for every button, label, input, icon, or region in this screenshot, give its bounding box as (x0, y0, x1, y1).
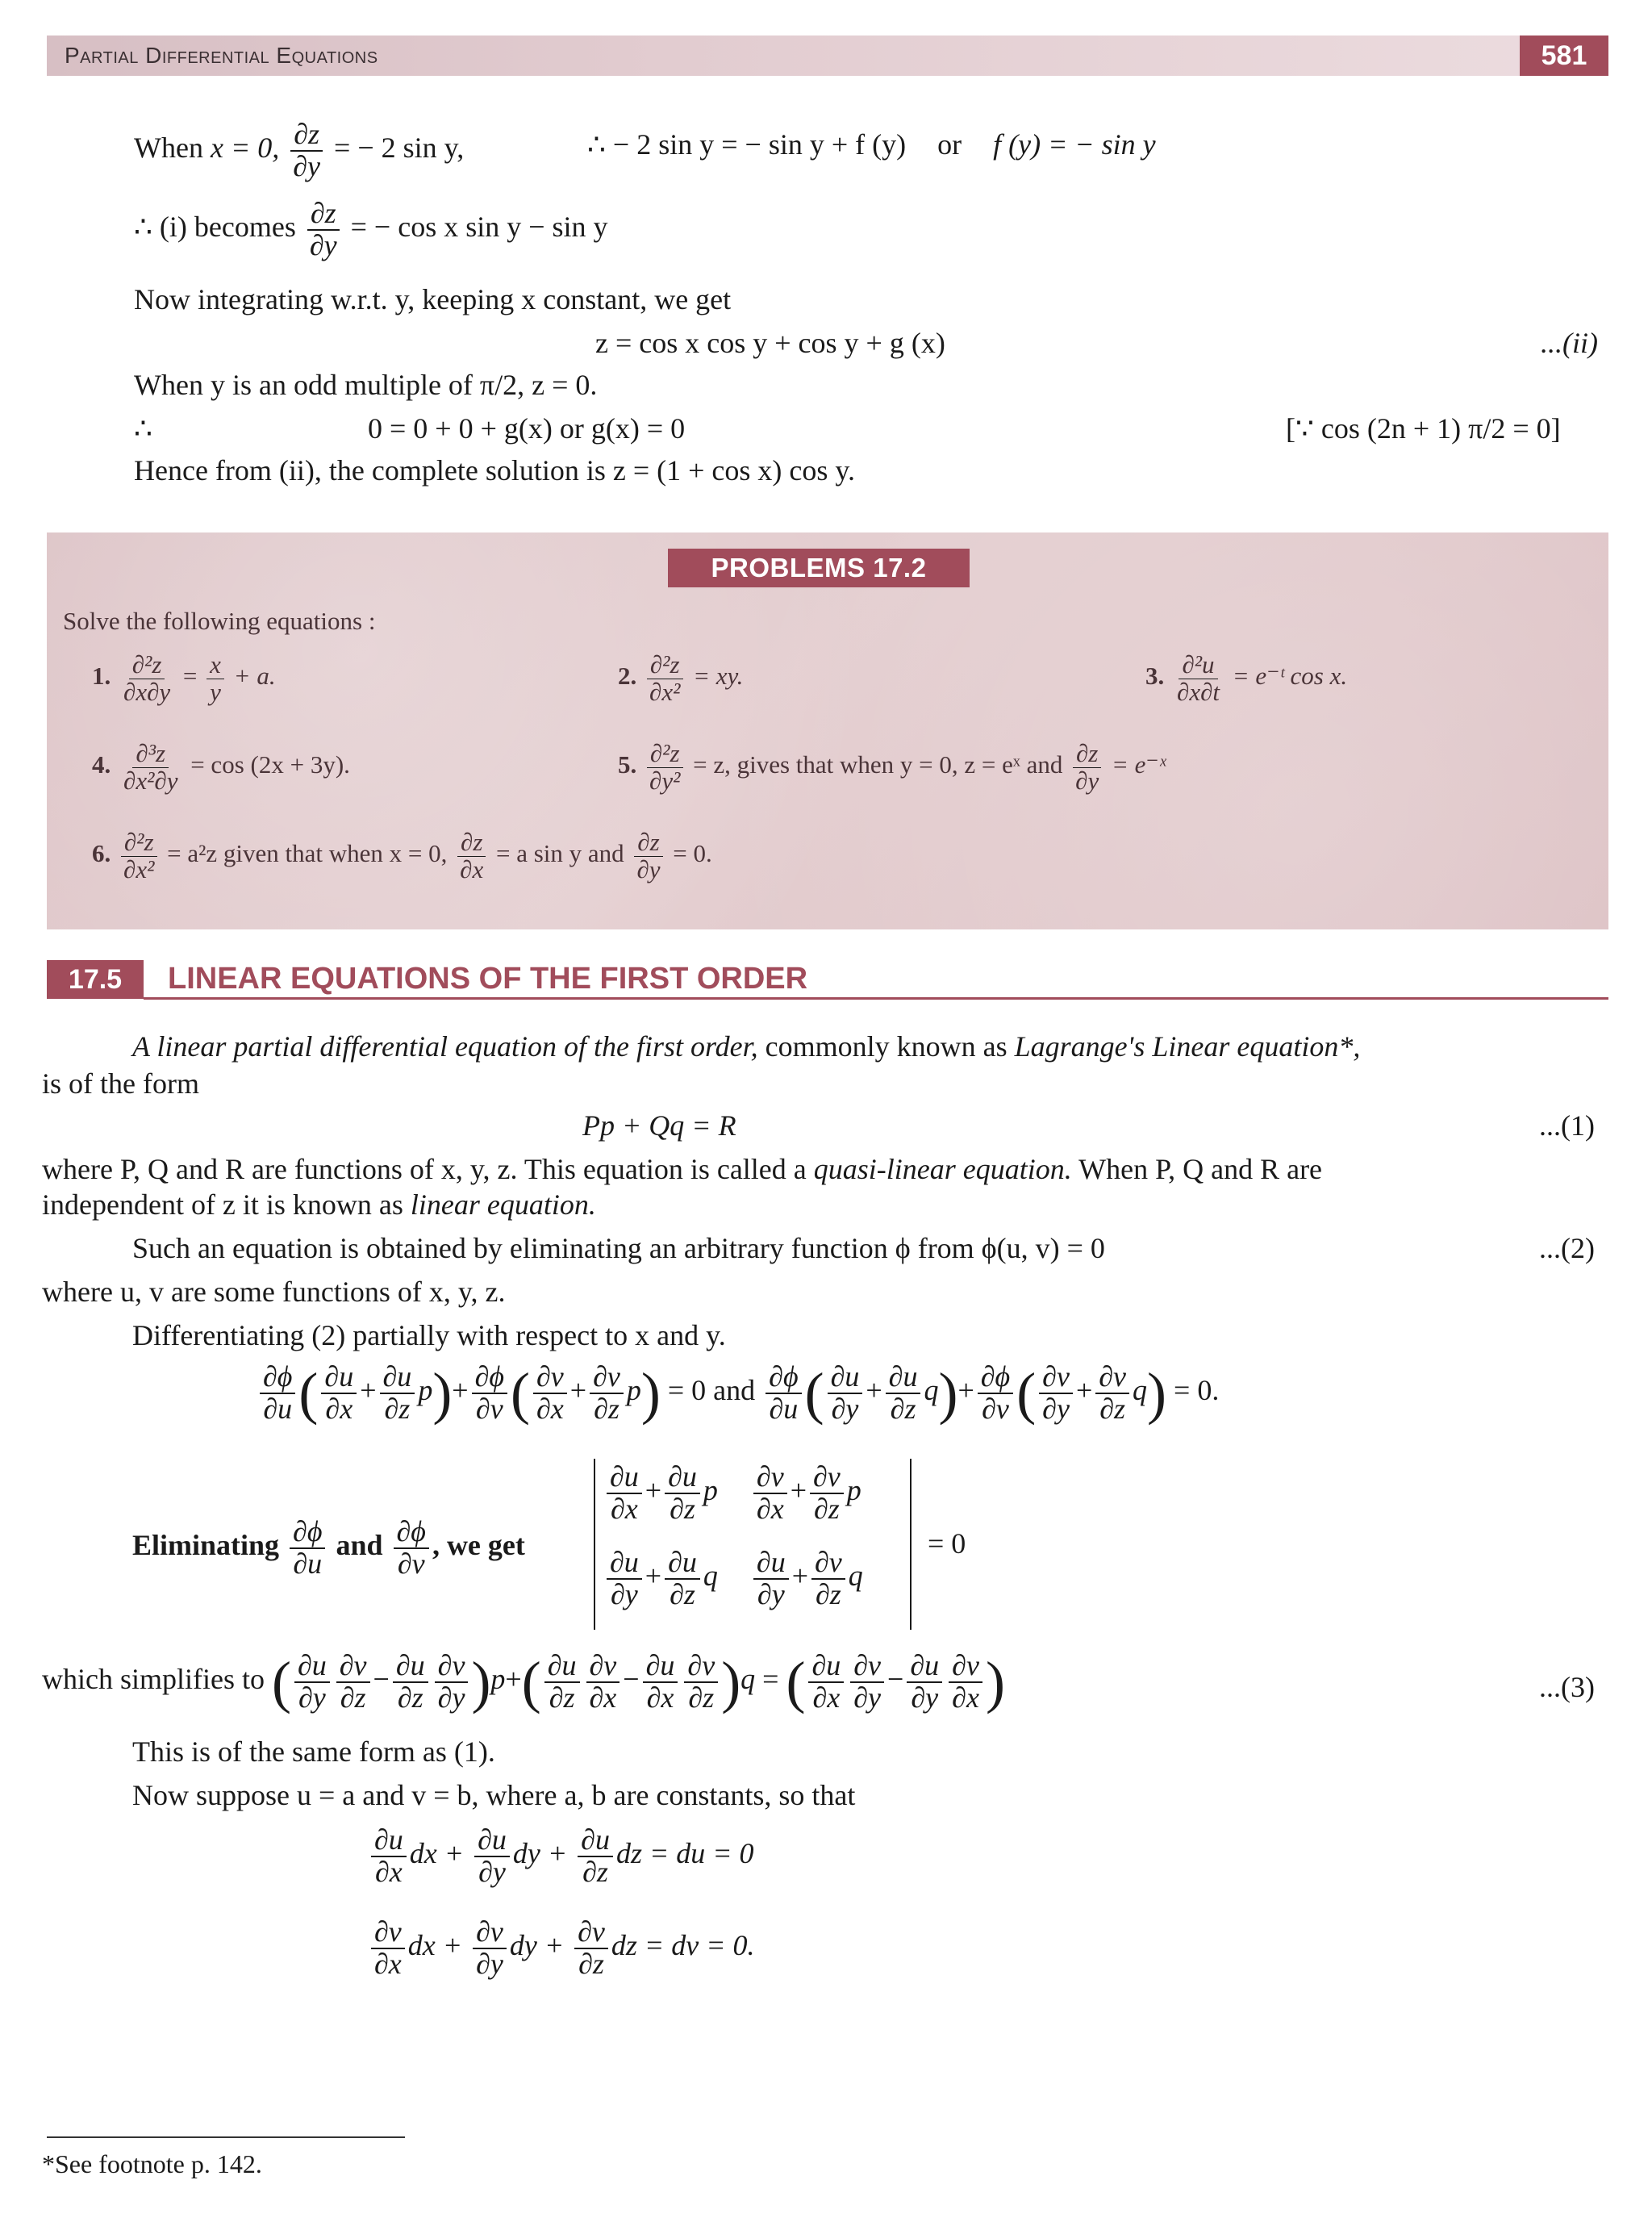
problems-intro: Solve the following equations : (63, 607, 376, 635)
para-1-line-2: is of the form (42, 1067, 199, 1100)
para-6: This is of the same form as (1). (132, 1735, 495, 1768)
problem-3: 3. $\frac{\text{∂²u}}{\partial x\partial t}$ = e⁻ᵗ cos x. (1145, 650, 1348, 706)
eq-du: $\frac{\partial u}{\partial x}$ dx + $\frac{\partial u}{\partial y}$ dy + $\frac{\partial u}{\partial z}$ dz = du = 0 (368, 1825, 754, 1888)
page-number: 581 (1520, 35, 1608, 76)
para-5: Differentiating (2) partially with respect to x and y. (132, 1319, 726, 1351)
l2-rhs: = − cos x sin y − sin y (350, 211, 608, 244)
para-7: Now suppose u = a and v = b, where a, b are constants, so that (132, 1779, 856, 1811)
eq-z-solution: z = cos x cos y + cos y + g (x) (595, 327, 945, 359)
line-therefore-f (587, 127, 1156, 161)
l1-f: f (y) = − sin y (993, 128, 1156, 161)
problem-6: 6. $\frac{\text{∂²z}}{\text{∂x²}}$ = a²z given that when x = 0, $\frac{\partial z}{\partial x}$ = a sin y and $\frac{\partial z}{\partial y}$ = 0. (92, 828, 712, 883)
section-rule (144, 997, 1608, 1000)
line-i-becomes (134, 198, 608, 261)
para-1-line-1: A linear partial differential equation of the first order, commonly known as Lagrange's Linear equation*, (132, 1030, 1361, 1063)
problems-box (47, 532, 1608, 929)
problem-4: 4. $\frac{\text{∂³z}}{\text{∂x²∂y}}$ = cos (2x + 3y). (92, 739, 350, 795)
header-title: Partial Differential Equations (65, 43, 378, 68)
problems-badge: PROBLEMS 17.2 (668, 549, 970, 587)
det-equals-zero: = 0 (928, 1527, 966, 1560)
para-3: Such an equation is obtained by eliminating an arbitrary function ϕ from ϕ(u, v) = 0 (132, 1232, 1105, 1264)
running-header (47, 35, 1608, 76)
det-row-1: $\frac{\partial u}{\partial x}$ + $\frac{\partial u}{\partial z}$ p $\frac{\partial v}{\partial x}$ + $\frac{\partial v}{\partial z}$ p (603, 1462, 861, 1525)
para-4: where u, v are some functions of x, y, z. (42, 1276, 506, 1308)
eq-tag-2: ...(2) (1539, 1232, 1595, 1264)
section-title: LINEAR EQUATIONS OF THE FIRST ORDER (168, 962, 808, 996)
det-row-2: $\frac{\partial u}{\partial y}$ + $\frac{\partial u}{\partial z}$ q $\frac{\partial u}{\partial y}$ + $\frac{\partial v}{\partial z}$ q (603, 1547, 863, 1610)
problem-2: 2. $\frac{\text{∂²z}}{\text{∂x²}}$ = xy. (618, 650, 744, 706)
l1-rhs: = − 2 sin y, (334, 132, 465, 165)
determinant (594, 1459, 912, 1630)
l2-prefix: ∴ (i) becomes (134, 211, 296, 244)
l1-or: or (937, 128, 962, 161)
line-integrating: Now integrating w.r.t. y, keeping x constant, we get (134, 283, 732, 315)
line-complete-solution: Hence from (ii), the complete solution is z = (1 + cos x) cos y. (134, 454, 856, 487)
para-2-line-2: independent of z it is known as linear equation. (42, 1188, 596, 1221)
note-cos: [∵ cos (2n + 1) π/2 = 0] (1286, 412, 1561, 445)
l1-therefore: ∴ − 2 sin y = − sin y + f (y) (587, 128, 907, 161)
dz-dy-fraction: $\frac{\partial z}{\partial y}$ (290, 119, 323, 182)
eq-dv: $\frac{\partial v}{\partial x}$ dx + $\frac{\partial v}{\partial y}$ dy + $\frac{\partial v}{\partial z}$ dz = dv = 0. (368, 1917, 754, 1980)
eliminating-line: Eliminating $\frac{\partial\phi}{\partial u}$ and $\frac{\partial\phi}{\partial v}$ , we get (132, 1515, 525, 1580)
eq-differentiated: $\frac{\partial\phi}{\partial u}$ ( $\frac{\partial u}{\partial x}$ + $\frac{\partial u}{\partial z}$ p)+ $\frac{\partial\phi}{\partial v}$ ( $\frac{\partial v}{\partial x}$ + $\frac{\partial v}{\partial z}$ p) = 0 and $\frac{\partial\phi}{\partial u}$ ( $\frac{\partial u}{\partial y}$ + $\frac{\partial u}{\partial z}$ q)+ $\frac{\partial\phi}{\partial v}$ ( $\frac{\partial v}{\partial y}$ + $\frac{\partial v}{\partial z}$ q) = 0. (257, 1362, 1219, 1425)
problem-5: 5. $\frac{\text{∂²z}}{\text{∂y²}}$ = z, gives that when y = 0, z = eˣ and $\frac{\partial z}{\partial y}$ = e⁻ˣ (618, 739, 1166, 795)
footnote-rule (47, 2136, 405, 2138)
line-when-x0 (134, 119, 464, 182)
eq-1: Pp + Qq = R (582, 1109, 736, 1142)
therefore-sign: ∴ (134, 412, 152, 445)
footnote: *See footnote p. 142. (42, 2149, 262, 2178)
simplifies-line: which simplifies to ( $\frac{\partial u}{\partial y}$ $\frac{\partial v}{\partial z}$ − $\frac{\partial u}{\partial z}$ $\frac{\partial v}{\partial y}$ )p+( $\frac{\partial u}{\partial z}$ $\frac{\partial v}{\partial x}$ − $\frac{\partial u}{\partial x}$ $\frac{\partial v}{\partial z}$ )q = ( $\frac{\partial u}{\partial x}$ $\frac{\partial v}{\partial y}$ − $\frac{\partial u}{\partial y}$ $\frac{\partial v}{\partial x}$ ) (42, 1649, 1005, 1714)
eq-g-zero: 0 = 0 + 0 + g(x) or g(x) = 0 (368, 412, 686, 445)
dz-dy-fraction-2: $\frac{\partial z}{\partial y}$ (307, 198, 340, 261)
when-text: When (134, 132, 203, 165)
section-number: 17.5 (47, 960, 144, 999)
eq-tag-3: ...(3) (1539, 1671, 1595, 1703)
line-odd-multiple: When y is an odd multiple of π/2, z = 0. (134, 369, 598, 401)
eq-tag-1: ...(1) (1539, 1109, 1595, 1142)
problem-1: 1. $\frac{\text{∂²z}}{\partial x\partial y}$ = $\frac{x}{y}$ + a. (92, 650, 276, 706)
x0-text: x = 0, (210, 132, 280, 165)
para-2-line-1: where P, Q and R are functions of x, y, z. This equation is called a quasi-linear equation. When P, Q and R are (42, 1153, 1323, 1185)
eq-tag-ii: ...(ii) (1541, 327, 1598, 359)
